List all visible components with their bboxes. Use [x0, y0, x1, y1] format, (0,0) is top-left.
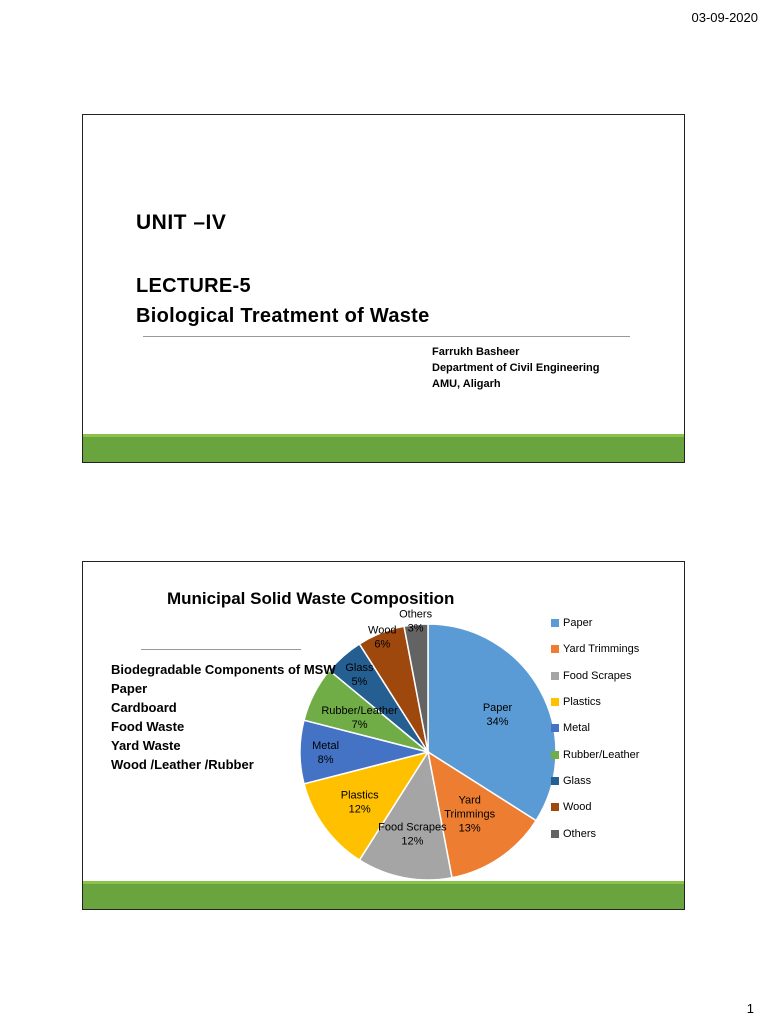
author-block [432, 344, 599, 392]
pie-label-plastics: Plastics 12% [340, 789, 379, 816]
legend-swatch [551, 645, 559, 653]
legend-label: Food Scrapes [563, 669, 632, 682]
legend-item-paper [551, 610, 639, 636]
legend-label: Rubber/Leather [563, 748, 640, 761]
pie-label-metal: Metal 8% [312, 740, 340, 766]
list-item: Yard Waste [111, 738, 181, 753]
lecture-subtitle: Biological Treatment of Waste [136, 305, 430, 327]
legend-label: Yard Trimmings [563, 643, 640, 656]
legend-item-plastics [551, 689, 639, 715]
list-heading: Biodegradable Components of MSW [111, 662, 336, 677]
legend-label: Glass [563, 774, 592, 787]
pie-label-food-scrapes: Food Scrapes 12% [378, 821, 447, 848]
chart-title: Municipal Solid Waste Composition [167, 589, 455, 608]
legend-swatch [551, 672, 559, 680]
chart-legend [551, 610, 639, 847]
slide-footer-bar [83, 434, 684, 462]
list-item: Cardboard [111, 700, 177, 715]
legend-label: Plastics [563, 696, 601, 709]
list-item: Wood /Leather /Rubber [111, 757, 254, 772]
unit-title: UNIT –IV [136, 211, 227, 234]
legend-item-food-scrapes [551, 663, 639, 689]
legend-label: Wood [563, 801, 592, 814]
pie-label-yard-trimmings: Yard Trimmings 13% [444, 794, 496, 835]
title-divider [143, 336, 630, 337]
biodegradable-list [111, 660, 336, 774]
author-institution: AMU, Aligarh [432, 378, 501, 390]
legend-swatch [551, 803, 559, 811]
page-date: 03-09-2020 [691, 10, 758, 25]
page-number: 1 [746, 1001, 754, 1016]
author-name: Farrukh Basheer [432, 346, 520, 358]
legend-label: Metal [563, 722, 590, 735]
legend-swatch [551, 619, 559, 627]
legend-item-wood [551, 794, 639, 820]
legend-item-rubber-leather [551, 741, 639, 767]
pie-label-glass: Glass 5% [345, 662, 374, 689]
title-slide [82, 114, 685, 463]
legend-label: Paper [563, 617, 593, 630]
legend-item-metal [551, 715, 639, 741]
legend-swatch [551, 724, 559, 732]
legend-swatch [551, 698, 559, 706]
lecture-title: LECTURE-5 [136, 275, 251, 297]
pie-label-paper: Paper 34% [482, 701, 513, 728]
legend-item-glass [551, 768, 639, 794]
legend-item-others [551, 820, 639, 846]
pie-label-others: Others 3% [399, 608, 433, 635]
legend-label: Others [563, 827, 597, 840]
slide-footer-bar [83, 881, 684, 909]
legend-item-yard-trimmings [551, 636, 639, 662]
legend-swatch [551, 830, 559, 838]
list-item: Food Waste [111, 719, 185, 734]
list-item: Paper [111, 681, 148, 696]
chart-slide [82, 561, 685, 910]
pie-label-rubber-leather: Rubber/Leather 7% [321, 705, 398, 732]
pie-label-wood: Wood 6% [368, 624, 397, 651]
legend-swatch [551, 751, 559, 759]
legend-swatch [551, 777, 559, 785]
author-department: Department of Civil Engineering [432, 362, 600, 374]
